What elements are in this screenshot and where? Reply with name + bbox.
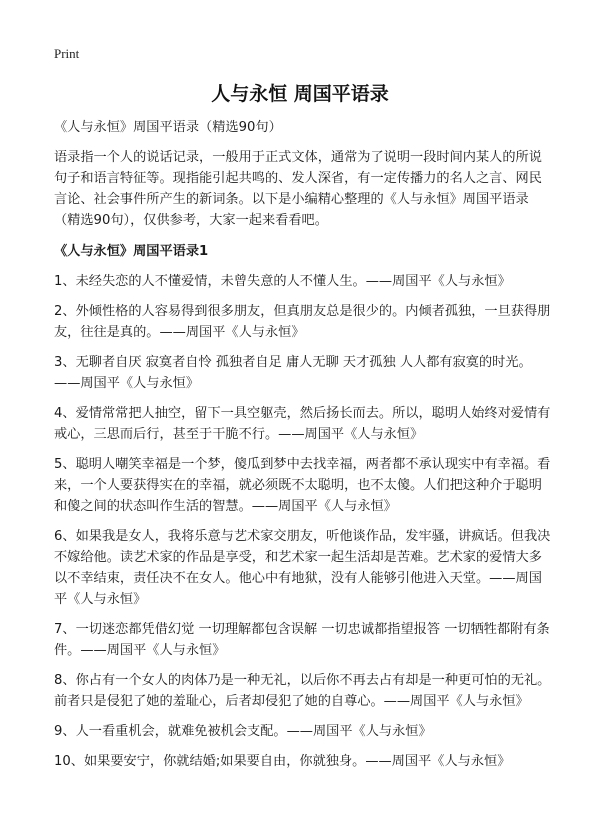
quote-item: 4、爱情常常把人抽空，留下一具空躯壳，然后扬长而去。所以，聪明人始终对爱情有戒心，三思而后行，甚至于干脆不行。——周国平《人与永恒》 [54, 406, 551, 442]
quote-item: 6、如果我是女人，我将乐意与艺术家交朋友，听他谈作品，发牢骚，讲疯话。但我决不嫁给他。读艺术家的作品是享受，和艺术家一起生活却是苦难。艺术家的爱情大多以不幸结束，责任决不在女人。他心中有地狱，没有人能够引他进入天堂。——周国平《人与永恒》 [54, 529, 551, 607]
intro-paragraph: 语录指一个人的说话记录，一般用于正式文体，通常为了说明一段时间内某人的所说句子和语言特征等。现指能引起共鸣的、发人深省，有一定传播力的名人之言、网民言论、社会事件所产生的新词条。以下是小编精心整理的《人与永恒》周国平语录（精选90句），仅供参考，大家一起来看看吧。 [54, 150, 542, 228]
quote-item: 5、聪明人嘲笑幸福是一个梦，傻瓜到梦中去找幸福，两者都不承认现实中有幸福。看来，一个人要获得实在的幸福，就必须既不太聪明，也不太傻。人们把这种介于聪明和傻之间的状态叫作生活的智慧。——周国平《人与永恒》 [54, 457, 551, 514]
quote-item: 7、一切迷恋都凭借幻觉 一切理解都包含误解 一切忠诚都指望报答 一切牺牲都附有条件。——周国平《人与永恒》 [54, 622, 550, 658]
print-link[interactable]: Print [54, 46, 80, 61]
quote-item: 10、如果要安宁，你就结婚;如果要自由，你就独身。——周国平《人与永恒》 [54, 754, 511, 769]
quote-item: 3、无聊者自厌 寂寞者自怜 孤独者自足 庸人无聊 天才孤独 人人都有寂寞的时光。——周国平《人与永恒》 [54, 355, 532, 391]
section-heading: 《人与永恒》周国平语录1 [54, 244, 209, 259]
quote-item: 2、外倾性格的人容易得到很多朋友，但真朋友总是很少的。内倾者孤独，一旦获得朋友，往往是真的。——周国平《人与永恒》 [54, 304, 551, 340]
quote-item: 1、未经失恋的人不懂爱情，未曾失意的人不懂人生。——周国平《人与永恒》 [54, 274, 511, 289]
quote-item: 8、你占有一个女人的肉体乃是一种无礼，以后你不再去占有却是一种更可怕的无礼。前者只是侵犯了她的羞耻心，后者却侵犯了她的自尊心。——周国平《人与永恒》 [54, 673, 551, 709]
quote-item: 9、人一看重机会，就难免被机会支配。——周国平《人与永恒》 [54, 724, 432, 739]
page-title: 人与永恒 周国平语录 [211, 83, 389, 105]
article-subtitle: 《人与永恒》周国平语录（精选90句） [54, 120, 282, 135]
article-body [54, 117, 552, 781]
